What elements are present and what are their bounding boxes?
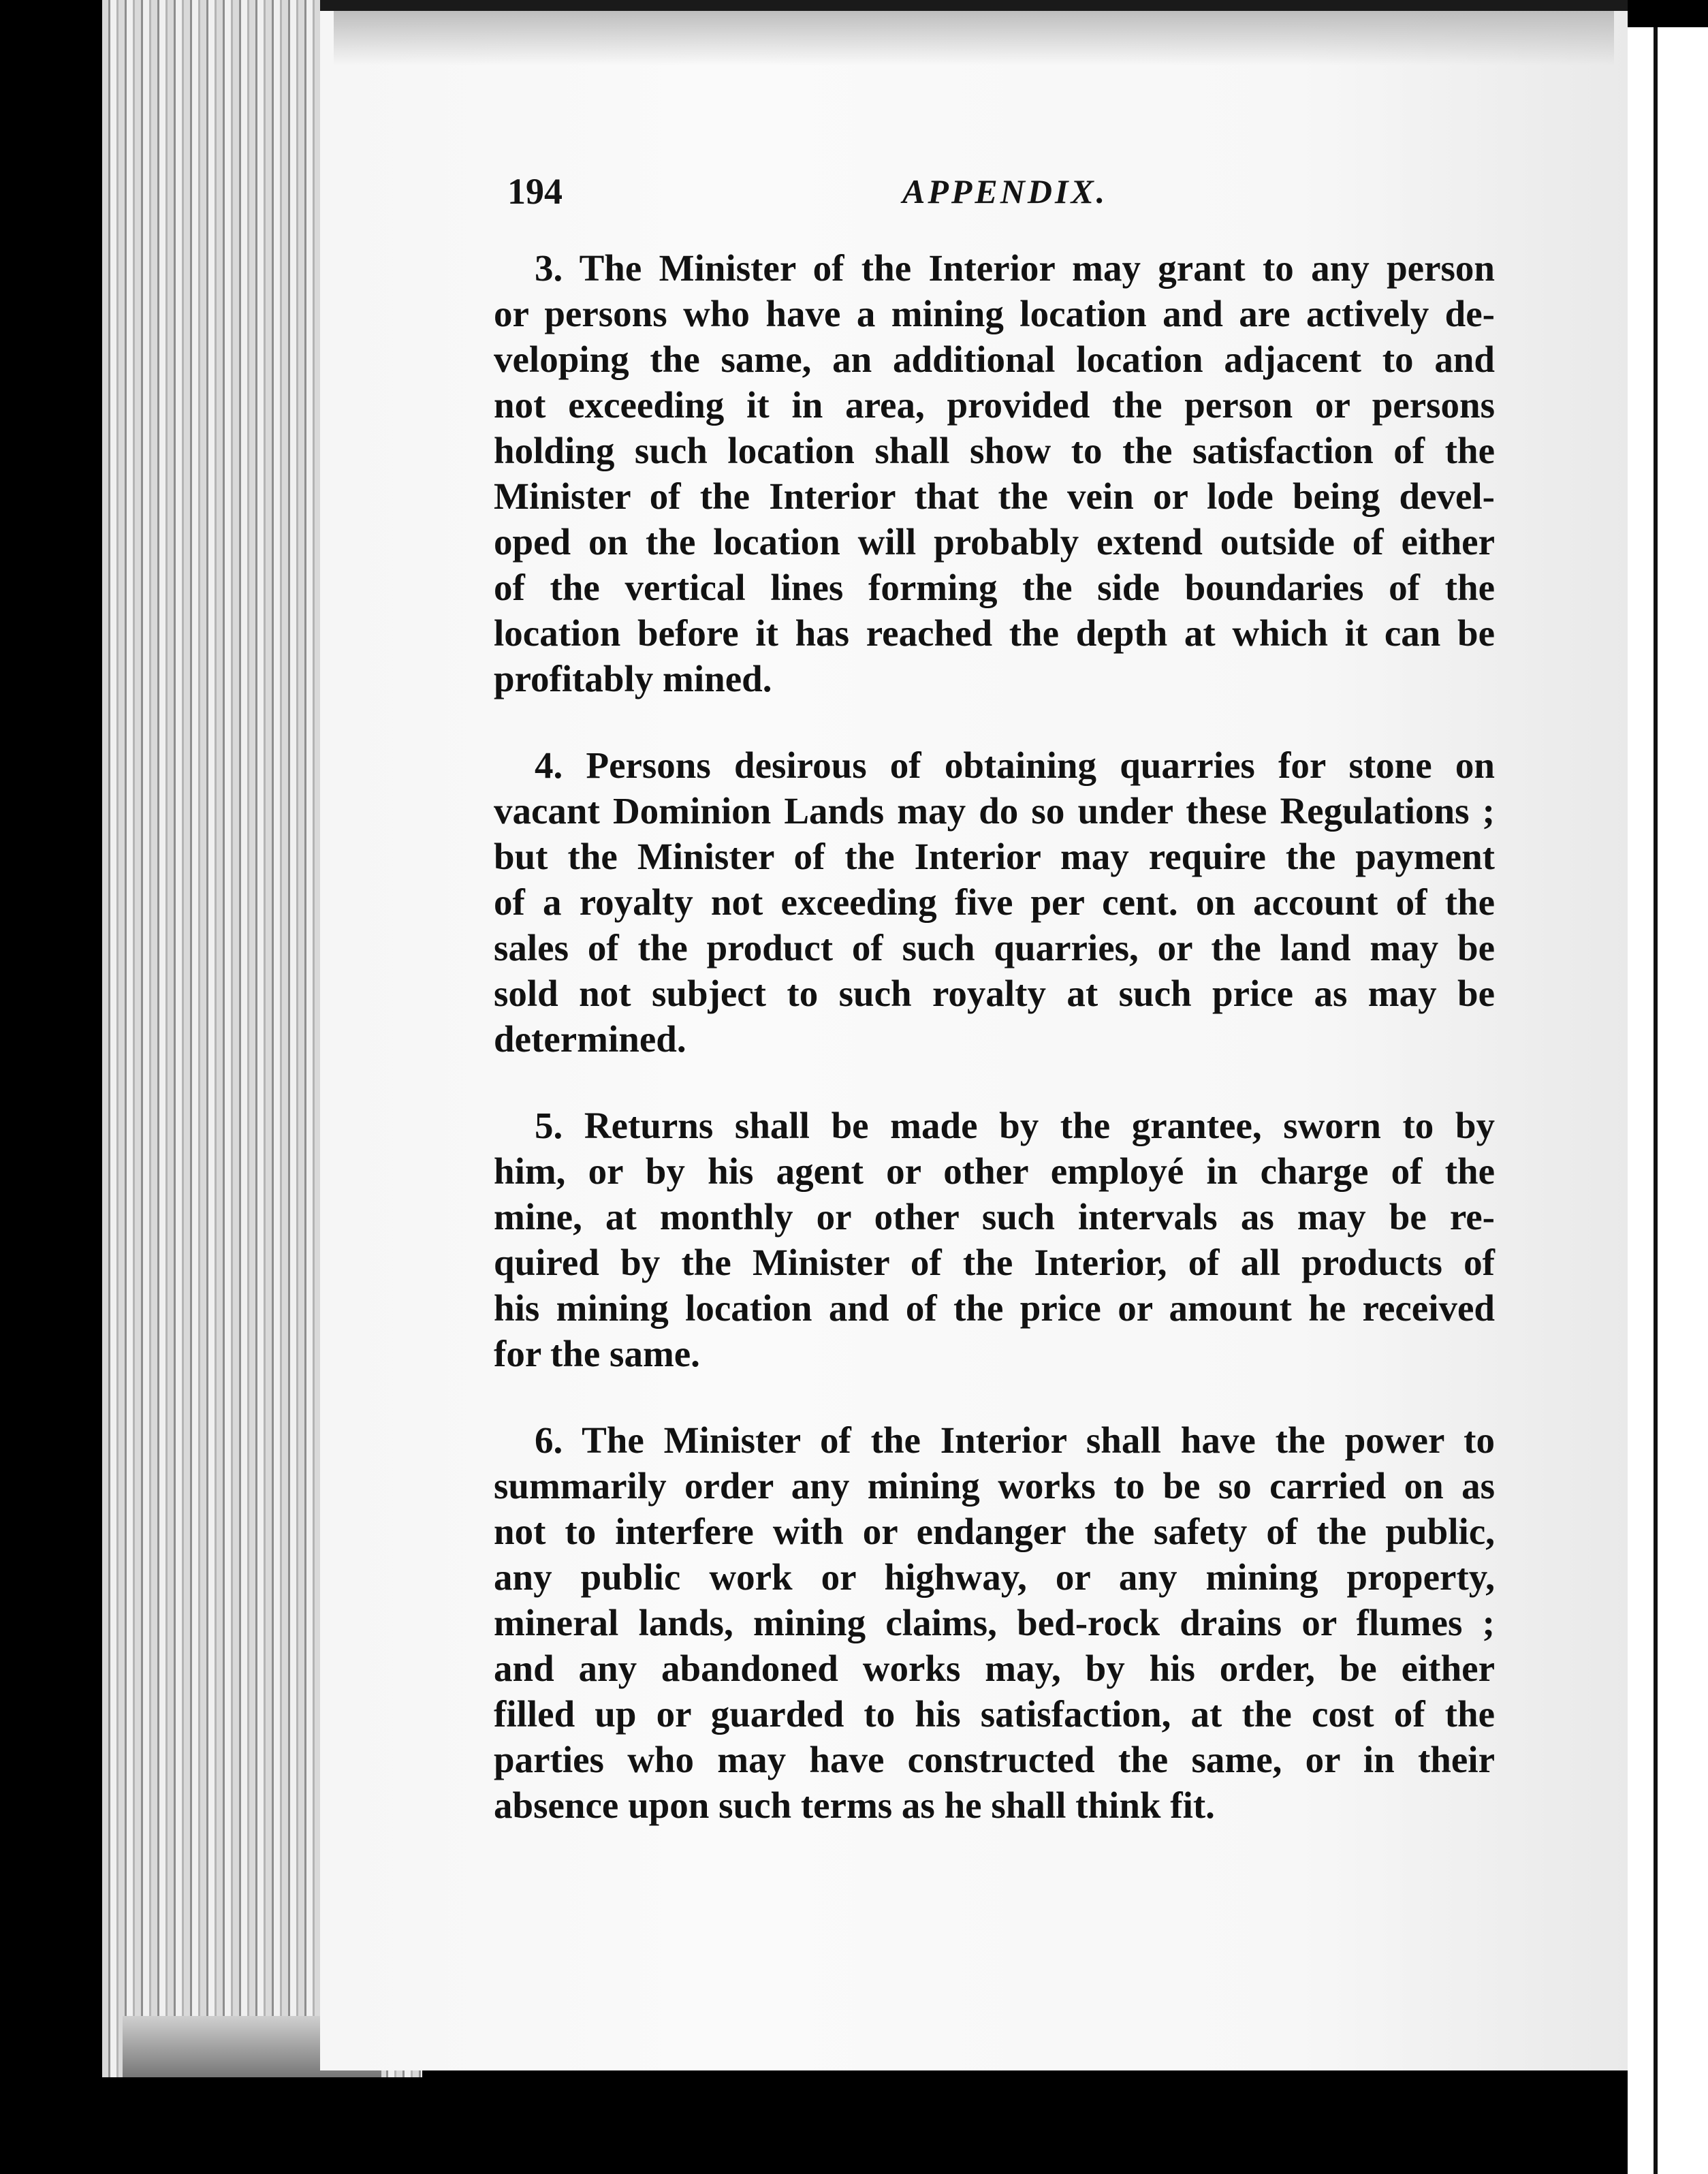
text-line: not to interfere with or endanger the safety of the public, xyxy=(494,1511,1495,1552)
text-line: 6. The Minister of the Interior shall have the power to xyxy=(535,1419,1495,1461)
binding-line xyxy=(1654,27,1658,2174)
text-line: but the Minister of the Interior may require the payment xyxy=(494,836,1495,877)
text-line: sales of the product of such quarries, or the land may be xyxy=(494,927,1495,968)
text-line: of a royalty not exceeding five per cent. on account of the xyxy=(494,881,1495,923)
paragraph-3 xyxy=(494,245,1495,702)
text-line: filled up or guarded to his satisfaction, at the cost of the xyxy=(494,1693,1495,1735)
running-head xyxy=(507,170,1202,225)
text-line: absence upon such terms as he shall think fit. xyxy=(494,1784,1215,1826)
text-line: quired by the Minister of the Interior, of all products of xyxy=(494,1242,1495,1283)
text-line: mine, at monthly or other such intervals as may be re- xyxy=(494,1196,1495,1238)
text-line: and any abandoned works may, by his order, be either xyxy=(494,1648,1495,1689)
text-line: Minister of the Interior that the vein or lode being devel- xyxy=(494,475,1495,517)
text-line: oped on the location will probably extend outside of either xyxy=(494,521,1495,563)
text-line: him, or by his agent or other employé in charge of the xyxy=(494,1150,1495,1192)
text-line: determined. xyxy=(494,1018,686,1060)
page-title: APPENDIX. xyxy=(902,172,1108,210)
page-number: 194 xyxy=(507,171,563,212)
paragraph-6 xyxy=(494,1417,1495,1828)
page-top-shadow xyxy=(334,11,1614,65)
body-text xyxy=(494,245,1495,1869)
text-line: vacant Dominion Lands may do so under these Regulations ; xyxy=(494,790,1495,832)
text-line: 3. The Minister of the Interior may grant to any person xyxy=(535,247,1495,289)
text-line: any public work or highway, or any mining property, xyxy=(494,1556,1495,1598)
text-line: for the same. xyxy=(494,1333,700,1374)
text-line: profitably mined. xyxy=(494,658,772,699)
text-line: or persons who have a mining location and are actively de- xyxy=(494,293,1495,334)
paragraph-4 xyxy=(494,742,1495,1062)
text-line: holding such location shall show to the satisfaction of the xyxy=(494,430,1495,471)
text-line: of the vertical lines forming the side boundaries of the xyxy=(494,567,1495,608)
paragraph-5 xyxy=(494,1103,1495,1376)
text-line: his mining location and of the price or amount he received xyxy=(494,1287,1495,1329)
text-line: mineral lands, mining claims, bed-rock drains or flumes ; xyxy=(494,1602,1495,1643)
text-line: summarily order any mining works to be so carried on as xyxy=(494,1465,1495,1507)
adjacent-page-strip xyxy=(1628,27,1708,2174)
text-line: sold not subject to such royalty at such price as may be xyxy=(494,973,1495,1014)
text-line: location before it has reached the depth at which it can be xyxy=(494,612,1495,654)
text-line: not exceeding it in area, provided the person or persons xyxy=(494,384,1495,426)
text-line: 4. Persons desirous of obtaining quarries for stone on xyxy=(535,744,1495,786)
text-line: veloping the same, an additional location adjacent to and xyxy=(494,338,1495,380)
text-line: 5. Returns shall be made by the grantee, sworn to by xyxy=(535,1105,1495,1146)
text-line: parties who may have constructed the same, or in their xyxy=(494,1739,1495,1780)
